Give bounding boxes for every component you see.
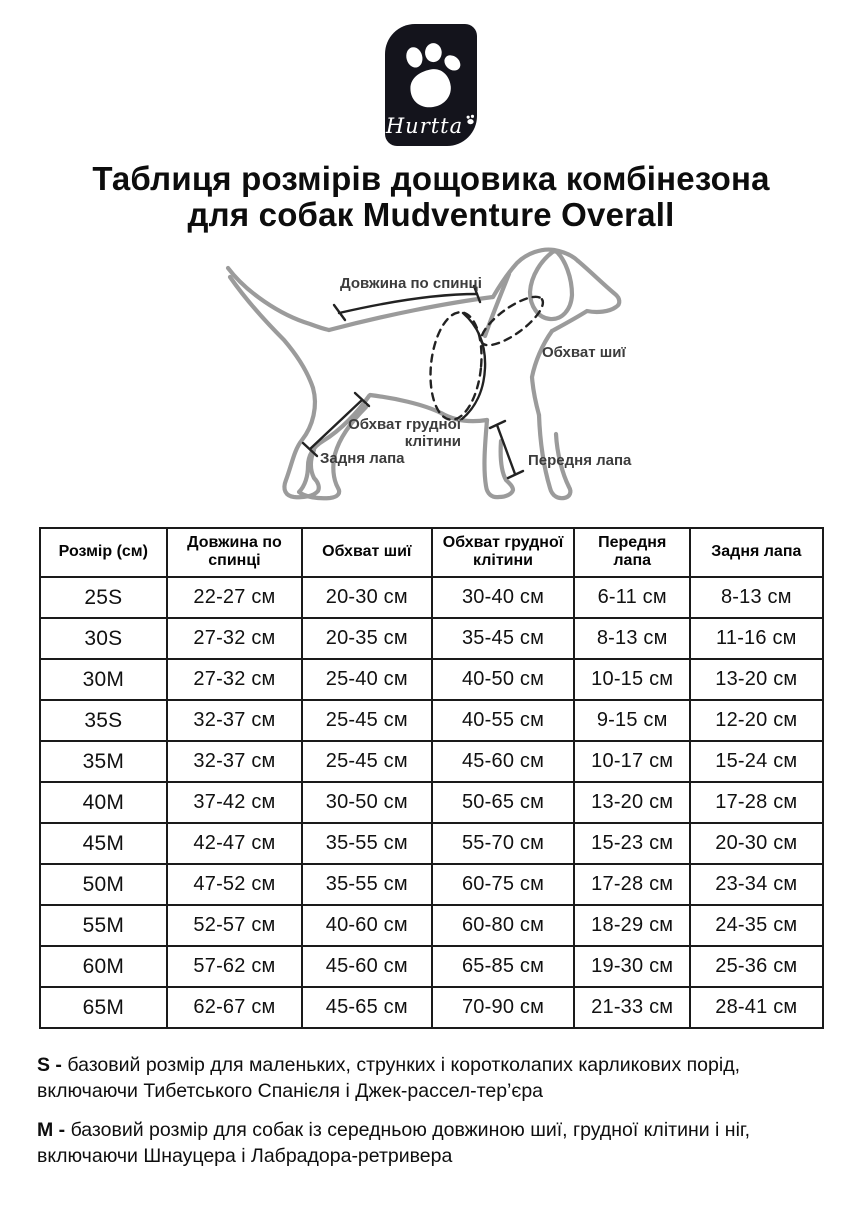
table-row (40, 577, 823, 618)
measure-cell: 20-35 см (302, 618, 432, 659)
measure-cell: 27-32 см (167, 659, 302, 700)
size-cell: 50M (40, 864, 168, 905)
page-title-line2: для собак Mudventure Overall (187, 196, 675, 234)
size-chart-page (0, 24, 862, 1170)
page-title-line1: Таблиця розмірів дощовика комбінезона (92, 160, 770, 197)
size-cell: 45M (40, 823, 168, 864)
table-row (40, 700, 823, 741)
size-cell: 30S (40, 618, 168, 659)
measure-cell: 32-37 см (167, 700, 302, 741)
size-note-prefix: S - (37, 1054, 68, 1077)
table-row (40, 946, 823, 987)
label-neck-girth: Обхват шиї (542, 343, 626, 361)
measure-cell: 13-20 см (574, 782, 690, 823)
measure-cell: 45-60 см (302, 946, 432, 987)
size-cell: 40M (40, 782, 168, 823)
measure-cell: 12-20 см (690, 700, 822, 741)
table-row (40, 659, 823, 700)
measure-cell: 28-41 см (690, 987, 822, 1028)
measure-cell: 17-28 см (574, 864, 690, 905)
column-header: Обхват грудної клітини (432, 528, 575, 578)
measure-cell: 40-60 см (302, 905, 432, 946)
measure-cell: 20-30 см (690, 823, 822, 864)
hurtta-logo (385, 24, 477, 146)
size-cell: 55M (40, 905, 168, 946)
measure-cell: 57-62 см (167, 946, 302, 987)
header-row (40, 528, 823, 578)
dog-measurement-diagram (206, 244, 656, 514)
size-note-text: базовий розмір для собак із середньою довжиною шиї, грудної клітини і ніг, включаючи Шнауцера і Лабрадора-ретривера (37, 1119, 751, 1168)
measure-cell: 10-17 см (574, 741, 690, 782)
size-cell: 35M (40, 741, 168, 782)
measure-cell: 40-55 см (432, 700, 575, 741)
measure-cell: 35-55 см (302, 864, 432, 905)
table-row (40, 987, 823, 1028)
table-row (40, 823, 823, 864)
column-header: Довжина по спинці (167, 528, 302, 578)
measure-cell: 25-40 см (302, 659, 432, 700)
measure-cell: 65-85 см (432, 946, 575, 987)
measure-cell: 6-11 см (574, 577, 690, 618)
measure-cell: 8-13 см (690, 577, 822, 618)
column-header: Передня лапа (574, 528, 690, 578)
table-row (40, 782, 823, 823)
measure-cell: 32-37 см (167, 741, 302, 782)
measure-cell: 37-42 см (167, 782, 302, 823)
label-rear-leg: Задня лапа (320, 449, 405, 467)
label-front-leg: Передня лапа (528, 451, 632, 469)
measure-cell: 27-32 см (167, 618, 302, 659)
measure-cell: 8-13 см (574, 618, 690, 659)
measure-cell: 42-47 см (167, 823, 302, 864)
measure-cell: 25-45 см (302, 700, 432, 741)
table-row (40, 864, 823, 905)
page-title (0, 161, 862, 234)
measure-cell: 62-67 см (167, 987, 302, 1028)
measure-cell: 23-34 см (690, 864, 822, 905)
size-cell: 60M (40, 946, 168, 987)
size-notes (37, 1053, 825, 1170)
mini-paw-icon (465, 114, 476, 125)
measure-cell: 50-65 см (432, 782, 575, 823)
size-cell: 65M (40, 987, 168, 1028)
measure-cell: 13-20 см (690, 659, 822, 700)
measure-cell: 55-70 см (432, 823, 575, 864)
label-chest-girth: Обхват грудної клітини (348, 415, 461, 450)
brand-wordmark (385, 114, 477, 138)
measure-cell: 40-50 см (432, 659, 575, 700)
measure-cell: 15-24 см (690, 741, 822, 782)
measure-cell: 17-28 см (690, 782, 822, 823)
size-note (37, 1053, 825, 1105)
measure-cell: 60-80 см (432, 905, 575, 946)
size-note (37, 1118, 825, 1170)
measure-cell: 18-29 см (574, 905, 690, 946)
column-header: Обхват шиї (302, 528, 432, 578)
brand-name: Hurtta (385, 114, 464, 138)
measure-cell: 10-15 см (574, 659, 690, 700)
measure-cell: 21-33 см (574, 987, 690, 1028)
paw-print-icon (393, 36, 469, 112)
size-table (39, 527, 824, 1030)
measure-cell: 30-40 см (432, 577, 575, 618)
measure-cell: 30-50 см (302, 782, 432, 823)
table-row (40, 741, 823, 782)
measure-cell: 45-60 см (432, 741, 575, 782)
measure-cell: 52-57 см (167, 905, 302, 946)
measure-cell: 47-52 см (167, 864, 302, 905)
size-note-text: базовий розмір для маленьких, струнких і коротколапих карликових порід, включаючи Тибетського Спанієля і Джек-рассел-тер’єра (37, 1054, 740, 1103)
measure-cell: 45-65 см (302, 987, 432, 1028)
label-back-length: Довжина по спинці (340, 274, 482, 292)
size-table-body (40, 577, 823, 1028)
column-header: Задня лапа (690, 528, 822, 578)
size-note-prefix: M - (37, 1119, 71, 1142)
size-cell: 25S (40, 577, 168, 618)
measure-cell: 25-36 см (690, 946, 822, 987)
measure-cell: 19-30 см (574, 946, 690, 987)
size-cell: 30M (40, 659, 168, 700)
measure-cell: 20-30 см (302, 577, 432, 618)
measure-cell: 60-75 см (432, 864, 575, 905)
measure-cell: 70-90 см (432, 987, 575, 1028)
measure-cell: 15-23 см (574, 823, 690, 864)
size-cell: 35S (40, 700, 168, 741)
table-row (40, 905, 823, 946)
column-header: Розмір (см) (40, 528, 168, 578)
size-table-head (40, 528, 823, 578)
measure-cell: 11-16 см (690, 618, 822, 659)
measure-cell: 22-27 см (167, 577, 302, 618)
measure-cell: 24-35 см (690, 905, 822, 946)
measure-cell: 9-15 см (574, 700, 690, 741)
table-row (40, 618, 823, 659)
measure-cell: 35-55 см (302, 823, 432, 864)
measure-cell: 35-45 см (432, 618, 575, 659)
measure-cell: 25-45 см (302, 741, 432, 782)
